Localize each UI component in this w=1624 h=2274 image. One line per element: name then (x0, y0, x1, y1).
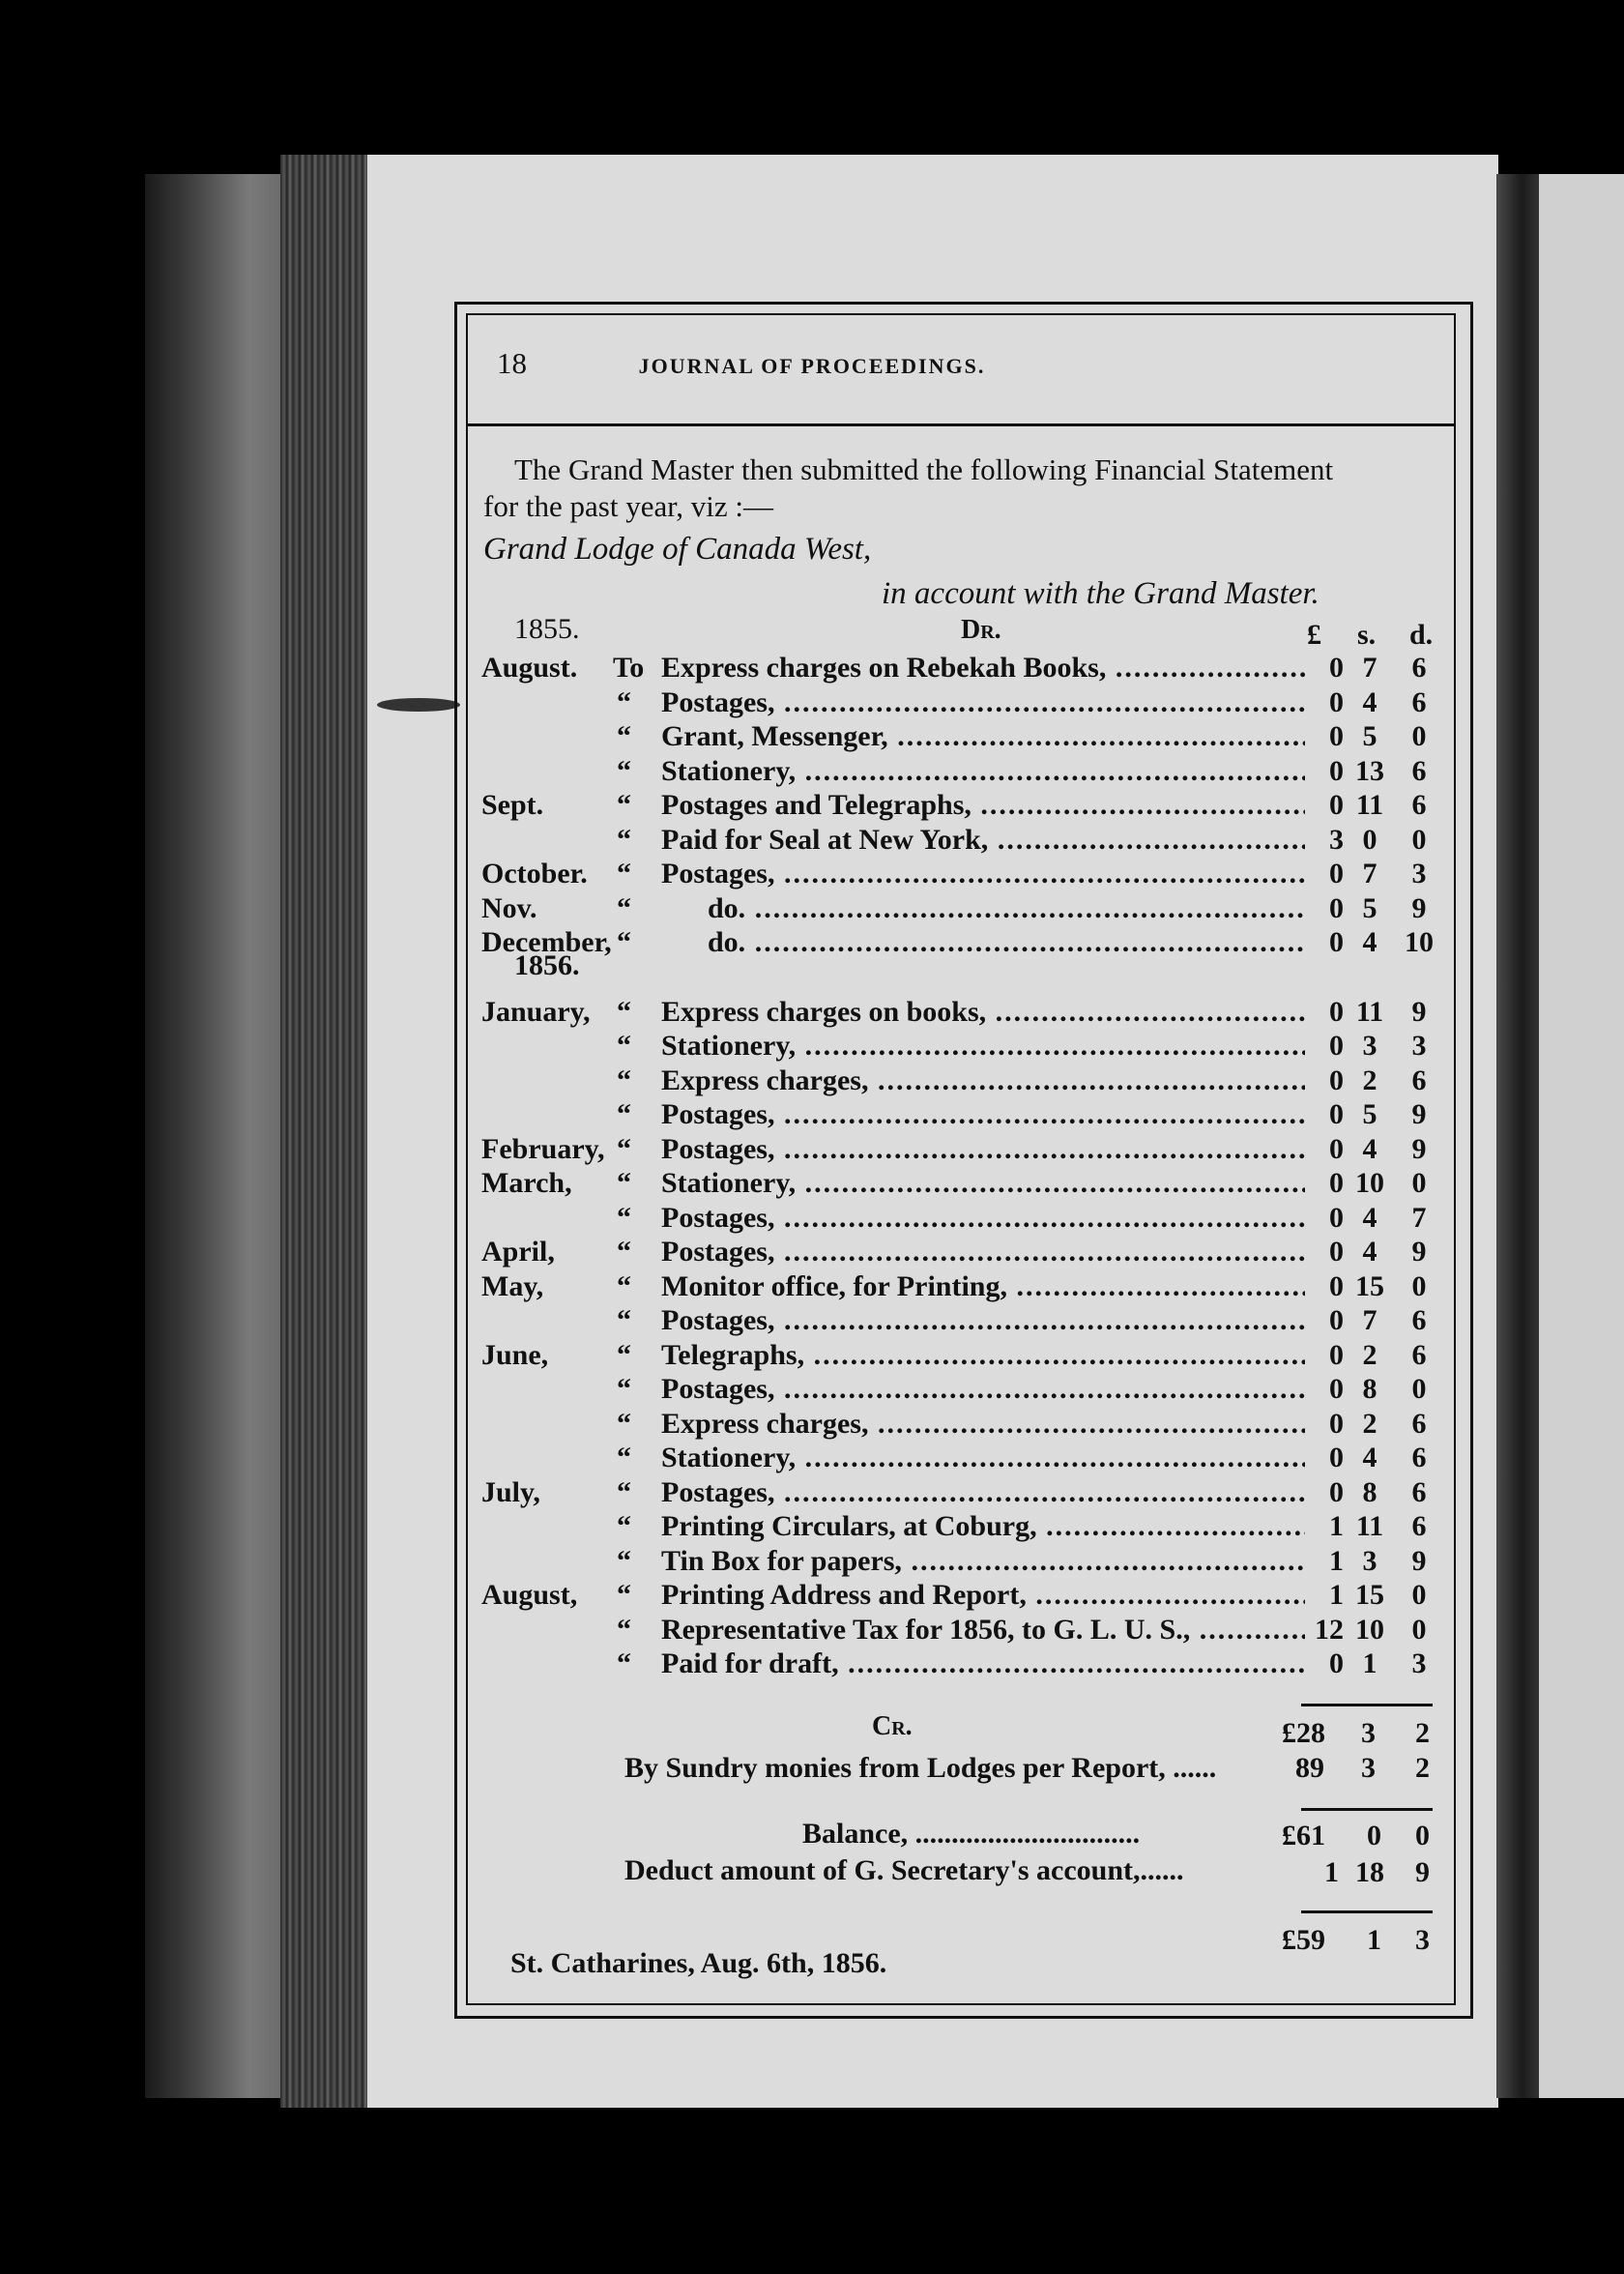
ledger-row (0, 1476, 1624, 1510)
intro-line-2: for the past year, viz :— (483, 489, 774, 523)
ledger-pounds: 3 (1329, 823, 1344, 856)
shillings-column-header: s. (1357, 619, 1377, 651)
ledger-pounds: 0 (1329, 1098, 1344, 1130)
debit-label: Dr. (961, 615, 1001, 645)
ledger-month: Nov. (481, 891, 537, 924)
ledger-row (0, 892, 1624, 926)
ledger-shillings: 4 (1362, 1442, 1378, 1473)
pounds-column-header: £ (1307, 619, 1321, 651)
account-heading-2: in account with the Grand Master. (882, 576, 1320, 611)
account-heading-1: Grand Lodge of Canada West, (483, 532, 872, 567)
ledger-pence: 9 (1411, 891, 1427, 924)
debit-total-shillings: 3 (1361, 1717, 1376, 1749)
ledger-shillings: 2 (1362, 1338, 1378, 1371)
ledger-month: Sept. (481, 789, 544, 821)
ledger-prefix: “ (617, 1030, 631, 1062)
ledger-shillings: 4 (1362, 1236, 1378, 1268)
debit-total-pence: 2 (1415, 1717, 1430, 1749)
ledger-prefix: “ (617, 1475, 631, 1508)
ledger-pence: 0 (1411, 720, 1427, 752)
ledger-pence: 9 (1411, 995, 1427, 1028)
ledger-pounds: 0 (1329, 1030, 1344, 1062)
ledger-description: Postages and Telegraphs, ..... (661, 789, 1305, 822)
ledger-pounds: 1 (1329, 1510, 1344, 1542)
ledger-prefix: “ (617, 720, 631, 752)
ledger-shillings: 5 (1362, 720, 1378, 752)
ledger-row (0, 1442, 1624, 1475)
ledger-pounds: 0 (1329, 789, 1344, 821)
ledger-pounds: 1 (1329, 1579, 1344, 1611)
ledger-row (0, 1614, 1624, 1647)
ledger-month: January, (481, 995, 591, 1028)
ledger-description: Printing Circulars, at Coburg, ..... (661, 1510, 1305, 1543)
ledger-shillings: 4 (1362, 685, 1378, 718)
ledger-prefix: “ (617, 1579, 631, 1611)
ledger-shillings: 4 (1362, 1132, 1378, 1165)
ledger-description: Postages, ..... (661, 858, 1305, 890)
ledger-pence: 6 (1411, 1407, 1427, 1440)
ledger-shillings: 10 (1355, 1167, 1384, 1199)
ledger-pence: 6 (1411, 1442, 1427, 1473)
ledger-pence: 6 (1411, 685, 1427, 718)
ledger-pence: 10 (1405, 926, 1434, 958)
balance-line: Balance, ............................... (802, 1818, 1141, 1850)
ledger-description: Postages, ..... (661, 1098, 1305, 1131)
ledger-pence: 6 (1411, 652, 1427, 684)
ledger-description: Express charges on books, ..... (661, 996, 1305, 1029)
ledger-description: Stationery, ..... (661, 1167, 1305, 1200)
ledger-row (0, 824, 1624, 858)
ledger-prefix: “ (617, 1647, 631, 1679)
ledger-prefix: “ (617, 1338, 631, 1371)
ledger-pence: 0 (1411, 1613, 1427, 1646)
ledger-pounds: 0 (1329, 1167, 1344, 1199)
ledger-prefix: “ (617, 1442, 631, 1473)
final-rule (1301, 1910, 1433, 1913)
ledger-row (0, 755, 1624, 789)
ledger-prefix: “ (617, 858, 631, 889)
ledger-row (0, 789, 1624, 823)
ledger-description: do. ..... (708, 892, 1305, 925)
ledger-description: Postages, ..... (661, 1236, 1305, 1268)
ledger-shillings: 11 (1355, 789, 1384, 821)
ledger-pence: 0 (1411, 1269, 1427, 1302)
ledger-pounds: 0 (1329, 995, 1344, 1028)
ledger-prefix: “ (617, 995, 631, 1028)
ledger-description: Telegraphs, ..... (661, 1339, 1305, 1372)
ledger-pounds: 0 (1329, 720, 1344, 752)
ledger-pence: 6 (1411, 1064, 1427, 1096)
ledger-shillings: 8 (1362, 1475, 1378, 1508)
ledger-description: Monitor office, for Printing, ..... (661, 1270, 1305, 1303)
ledger-shillings: 2 (1362, 1407, 1378, 1440)
ledger-pounds: 0 (1329, 1269, 1344, 1302)
ledger-month: July, (481, 1475, 540, 1508)
ledger-shillings: 15 (1355, 1579, 1384, 1611)
ledger-pence: 0 (1411, 1373, 1427, 1405)
ledger-description: Postages, ..... (661, 1373, 1305, 1406)
ledger-shillings: 4 (1362, 926, 1378, 958)
sundry-pence: 2 (1415, 1752, 1430, 1784)
sundry-pounds: 89 (1295, 1752, 1324, 1784)
ledger-pounds: 0 (1329, 1064, 1344, 1096)
ledger-row (0, 720, 1624, 754)
ledger-month: February, (481, 1132, 605, 1165)
ledger-row (0, 926, 1624, 960)
ledger-description: Paid for Seal at New York, ..... (661, 824, 1305, 857)
ledger-prefix: “ (617, 1407, 631, 1440)
ledger-pence: 3 (1411, 1647, 1427, 1679)
ledger-row (0, 1408, 1624, 1442)
balance-pounds: £61 (1282, 1820, 1325, 1851)
page-number: 18 (497, 346, 527, 380)
ledger-shillings: 8 (1362, 1373, 1378, 1405)
ledger-pounds: 0 (1329, 1407, 1344, 1440)
ledger-shillings: 15 (1355, 1269, 1384, 1302)
ledger-pounds: 0 (1329, 754, 1344, 787)
ledger-shillings: 2 (1362, 1064, 1378, 1096)
ledger-prefix: “ (617, 1201, 631, 1234)
ledger-description: Postages, ..... (661, 1202, 1305, 1235)
ledger-description: do. ..... (708, 926, 1305, 959)
ledger-row (0, 1304, 1624, 1338)
ledger-pounds: 0 (1329, 1132, 1344, 1165)
pence-column-header: d. (1409, 619, 1434, 651)
ledger-row (0, 1545, 1624, 1579)
ledger-pounds: 0 (1329, 652, 1344, 684)
ledger-row (0, 1098, 1624, 1132)
ledger-month: August, (481, 1579, 578, 1611)
ledger-row (0, 1030, 1624, 1064)
ledger-pence: 3 (1411, 858, 1427, 889)
ledger-description: Postages, ..... (661, 686, 1305, 719)
ledger-pence: 9 (1411, 1132, 1427, 1165)
ledger-prefix: “ (617, 1544, 631, 1577)
balance-pence: 0 (1415, 1820, 1430, 1851)
ledger-month: March, (481, 1167, 572, 1199)
final-pounds: £59 (1282, 1924, 1325, 1956)
ledger-pounds: 0 (1329, 1442, 1344, 1473)
balance-shillings: 0 (1367, 1820, 1381, 1851)
final-shillings: 1 (1367, 1924, 1381, 1956)
ledger-prefix: To (613, 652, 645, 684)
deduct-pounds: 1 (1324, 1856, 1339, 1888)
ledger-description: Postages, ..... (661, 1133, 1305, 1166)
ledger-pence: 9 (1411, 1098, 1427, 1130)
ledger-pence: 6 (1411, 1475, 1427, 1508)
ledger-row (0, 1133, 1624, 1167)
intro-line-1: The Grand Master then submitted the following Financial Statement (514, 452, 1334, 486)
ledger-description: Express charges, ..... (661, 1064, 1305, 1097)
ledger-pounds: 0 (1329, 1647, 1344, 1679)
ledger-prefix: “ (617, 1167, 631, 1199)
ledger-shillings: 7 (1362, 1304, 1378, 1336)
running-title: JOURNAL OF PROCEEDINGS. (638, 354, 986, 378)
ledger-description: Stationery, ..... (661, 755, 1305, 788)
ledger-pounds: 0 (1329, 1236, 1344, 1268)
ledger-pence: 6 (1411, 1510, 1427, 1542)
ledger-prefix: “ (617, 1613, 631, 1646)
ledger-pounds: 0 (1329, 926, 1344, 958)
deduct-pence: 9 (1415, 1856, 1430, 1888)
deduct-line: Deduct amount of G. Secretary's account,...... (624, 1854, 1184, 1886)
ledger-row (0, 1510, 1624, 1544)
ledger-shillings: 4 (1362, 1201, 1378, 1234)
ledger-pounds: 0 (1329, 685, 1344, 718)
ledger-shillings: 3 (1362, 1544, 1378, 1577)
balance-rule (1301, 1808, 1433, 1811)
ledger-pence: 6 (1411, 789, 1427, 821)
ledger-pence: 3 (1411, 1030, 1427, 1062)
ledger-pence: 0 (1411, 1167, 1427, 1199)
ledger-description: Express charges on Rebekah Books, ..... (661, 652, 1305, 685)
ledger-prefix: “ (617, 1304, 631, 1336)
ledger-prefix: “ (617, 1373, 631, 1405)
ledger-pounds: 0 (1329, 1304, 1344, 1336)
ledger-row (0, 1373, 1624, 1407)
ledger-month: April, (481, 1236, 555, 1268)
ledger-row (0, 1339, 1624, 1373)
ledger-prefix: “ (617, 754, 631, 787)
ledger-description: Representative Tax for 1856, to G. L. U. S., ..... (661, 1614, 1305, 1647)
ledger-pounds: 0 (1329, 1475, 1344, 1508)
ledger-shillings: 11 (1355, 1510, 1384, 1542)
ledger-shillings: 5 (1362, 891, 1378, 924)
ledger-pence: 6 (1411, 1304, 1427, 1336)
year-1855: 1855. (514, 613, 580, 645)
ledger-pounds: 0 (1329, 1338, 1344, 1371)
ledger-pence: 0 (1411, 823, 1427, 856)
ledger-shillings: 10 (1355, 1613, 1384, 1646)
ledger-pounds: 0 (1329, 891, 1344, 924)
ledger-shillings: 7 (1362, 652, 1378, 684)
ledger-prefix: “ (617, 1236, 631, 1268)
ledger-pence: 0 (1411, 1579, 1427, 1611)
ledger-pence: 9 (1411, 1544, 1427, 1577)
ledger-row (0, 1236, 1624, 1269)
ledger-pounds: 0 (1329, 1201, 1344, 1234)
year-1856: 1856. (514, 949, 580, 981)
ledger-row (0, 1167, 1624, 1201)
ledger-prefix: “ (617, 1132, 631, 1165)
ledger-shillings: 5 (1362, 1098, 1378, 1130)
ledger-shillings: 0 (1362, 823, 1378, 856)
ledger-month: October. (481, 858, 588, 889)
credit-label: Cr. (872, 1711, 913, 1741)
ledger-description: Stationery, ..... (661, 1030, 1305, 1063)
ledger-prefix: “ (617, 1510, 631, 1542)
ledger-prefix: “ (617, 789, 631, 821)
ledger-month: June, (481, 1338, 549, 1371)
ledger-prefix: “ (617, 823, 631, 856)
ledger-shillings: 7 (1362, 858, 1378, 889)
ledger-shillings: 13 (1355, 754, 1384, 787)
ledger-month: May, (481, 1269, 544, 1302)
ledger-shillings: 1 (1362, 1647, 1378, 1679)
ledger-row (0, 858, 1624, 891)
ledger-row (0, 1270, 1624, 1304)
ledger-row (0, 1064, 1624, 1098)
ledger-description: Tin Box for papers, ..... (661, 1545, 1305, 1578)
ledger-shillings: 3 (1362, 1030, 1378, 1062)
ledger-pence: 6 (1411, 754, 1427, 787)
ledger-month: December, (481, 926, 612, 958)
ledger-pence: 6 (1411, 1338, 1427, 1371)
ledger-pounds: 1 (1329, 1544, 1344, 1577)
ledger-pounds: 12 (1315, 1613, 1344, 1646)
ledger-prefix: “ (617, 926, 631, 958)
total-rule (1301, 1704, 1433, 1706)
ledger-shillings: 11 (1355, 995, 1384, 1028)
sundry-shillings: 3 (1361, 1752, 1376, 1784)
ledger-row (0, 1202, 1624, 1236)
ledger-row (0, 996, 1624, 1030)
ledger-pence: 7 (1411, 1201, 1427, 1234)
final-pence: 3 (1415, 1924, 1430, 1956)
ledger-description: Grant, Messenger, ..... (661, 720, 1305, 753)
debit-total-pounds: £28 (1282, 1717, 1325, 1749)
place-and-date: St. Catharines, Aug. 6th, 1856. (510, 1947, 887, 1979)
ledger-prefix: “ (617, 1269, 631, 1302)
ledger-row (0, 1579, 1624, 1613)
ledger-prefix: “ (617, 891, 631, 924)
ledger-pounds: 0 (1329, 858, 1344, 889)
ledger-description: Paid for draft, ..... (661, 1647, 1305, 1680)
ledger-prefix: “ (617, 1098, 631, 1130)
ledger-row (0, 652, 1624, 685)
ledger-description: Postages, ..... (661, 1304, 1305, 1337)
deduct-shillings: 18 (1355, 1856, 1384, 1888)
ledger-month: August. (481, 652, 578, 684)
ledger-description: Stationery, ..... (661, 1442, 1305, 1474)
ledger-row (0, 1647, 1624, 1681)
sundry-monies-line: By Sundry monies from Lodges per Report, ...... (624, 1752, 1217, 1784)
ledger-description: Express charges, ..... (661, 1408, 1305, 1441)
ledger-description: Printing Address and Report, ..... (661, 1579, 1305, 1612)
ledger-pounds: 0 (1329, 1373, 1344, 1405)
ledger-description: Postages, ..... (661, 1476, 1305, 1509)
ledger-pence: 9 (1411, 1236, 1427, 1268)
ledger-row (0, 686, 1624, 720)
ledger-prefix: “ (617, 1064, 631, 1096)
header-rule (466, 423, 1454, 426)
ledger-prefix: “ (617, 685, 631, 718)
